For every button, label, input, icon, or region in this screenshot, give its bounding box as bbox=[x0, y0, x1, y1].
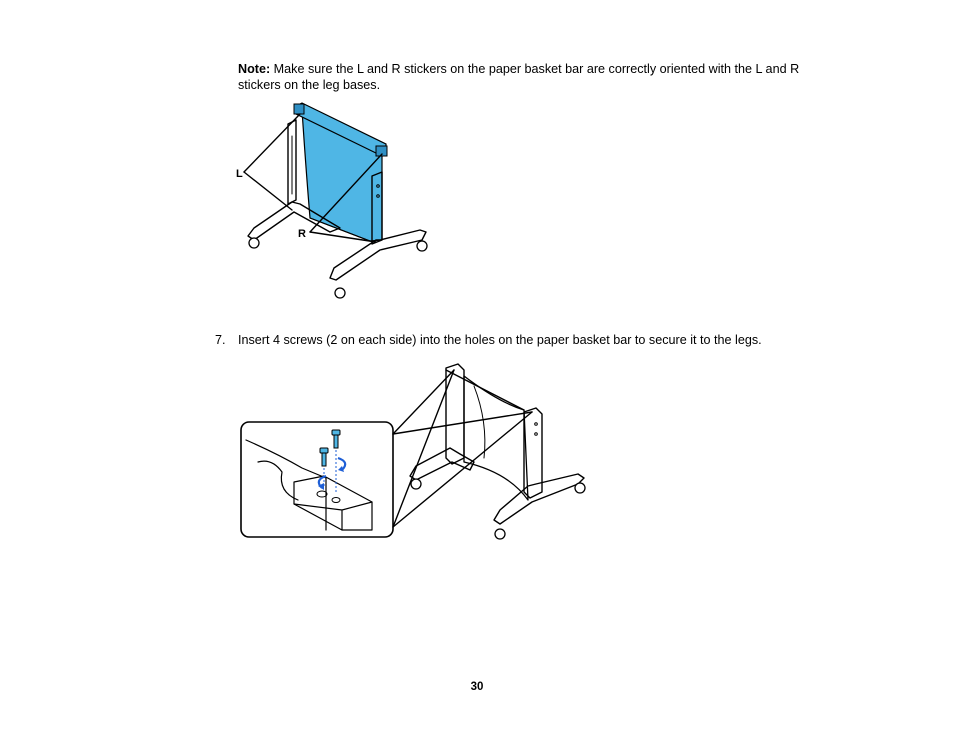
step-text: Insert 4 screws (2 on each side) into the holes on the paper basket bar to secure it to the legs. bbox=[238, 333, 762, 347]
figure-screws bbox=[238, 362, 598, 544]
bar-end-left bbox=[294, 104, 304, 114]
callout-r: R bbox=[298, 228, 306, 240]
figure-basket-stickers bbox=[230, 100, 450, 305]
note-paragraph bbox=[238, 61, 838, 93]
step-number: 7. bbox=[215, 333, 226, 347]
page-number: 30 bbox=[470, 681, 484, 693]
callout-l: L bbox=[236, 168, 243, 180]
note-text: Make sure the L and R stickers on the paper basket bar are correctly oriented with the L and R stickers on the leg bases. bbox=[238, 62, 800, 92]
inset-frame bbox=[241, 422, 393, 537]
note-label: Note: bbox=[238, 62, 271, 76]
